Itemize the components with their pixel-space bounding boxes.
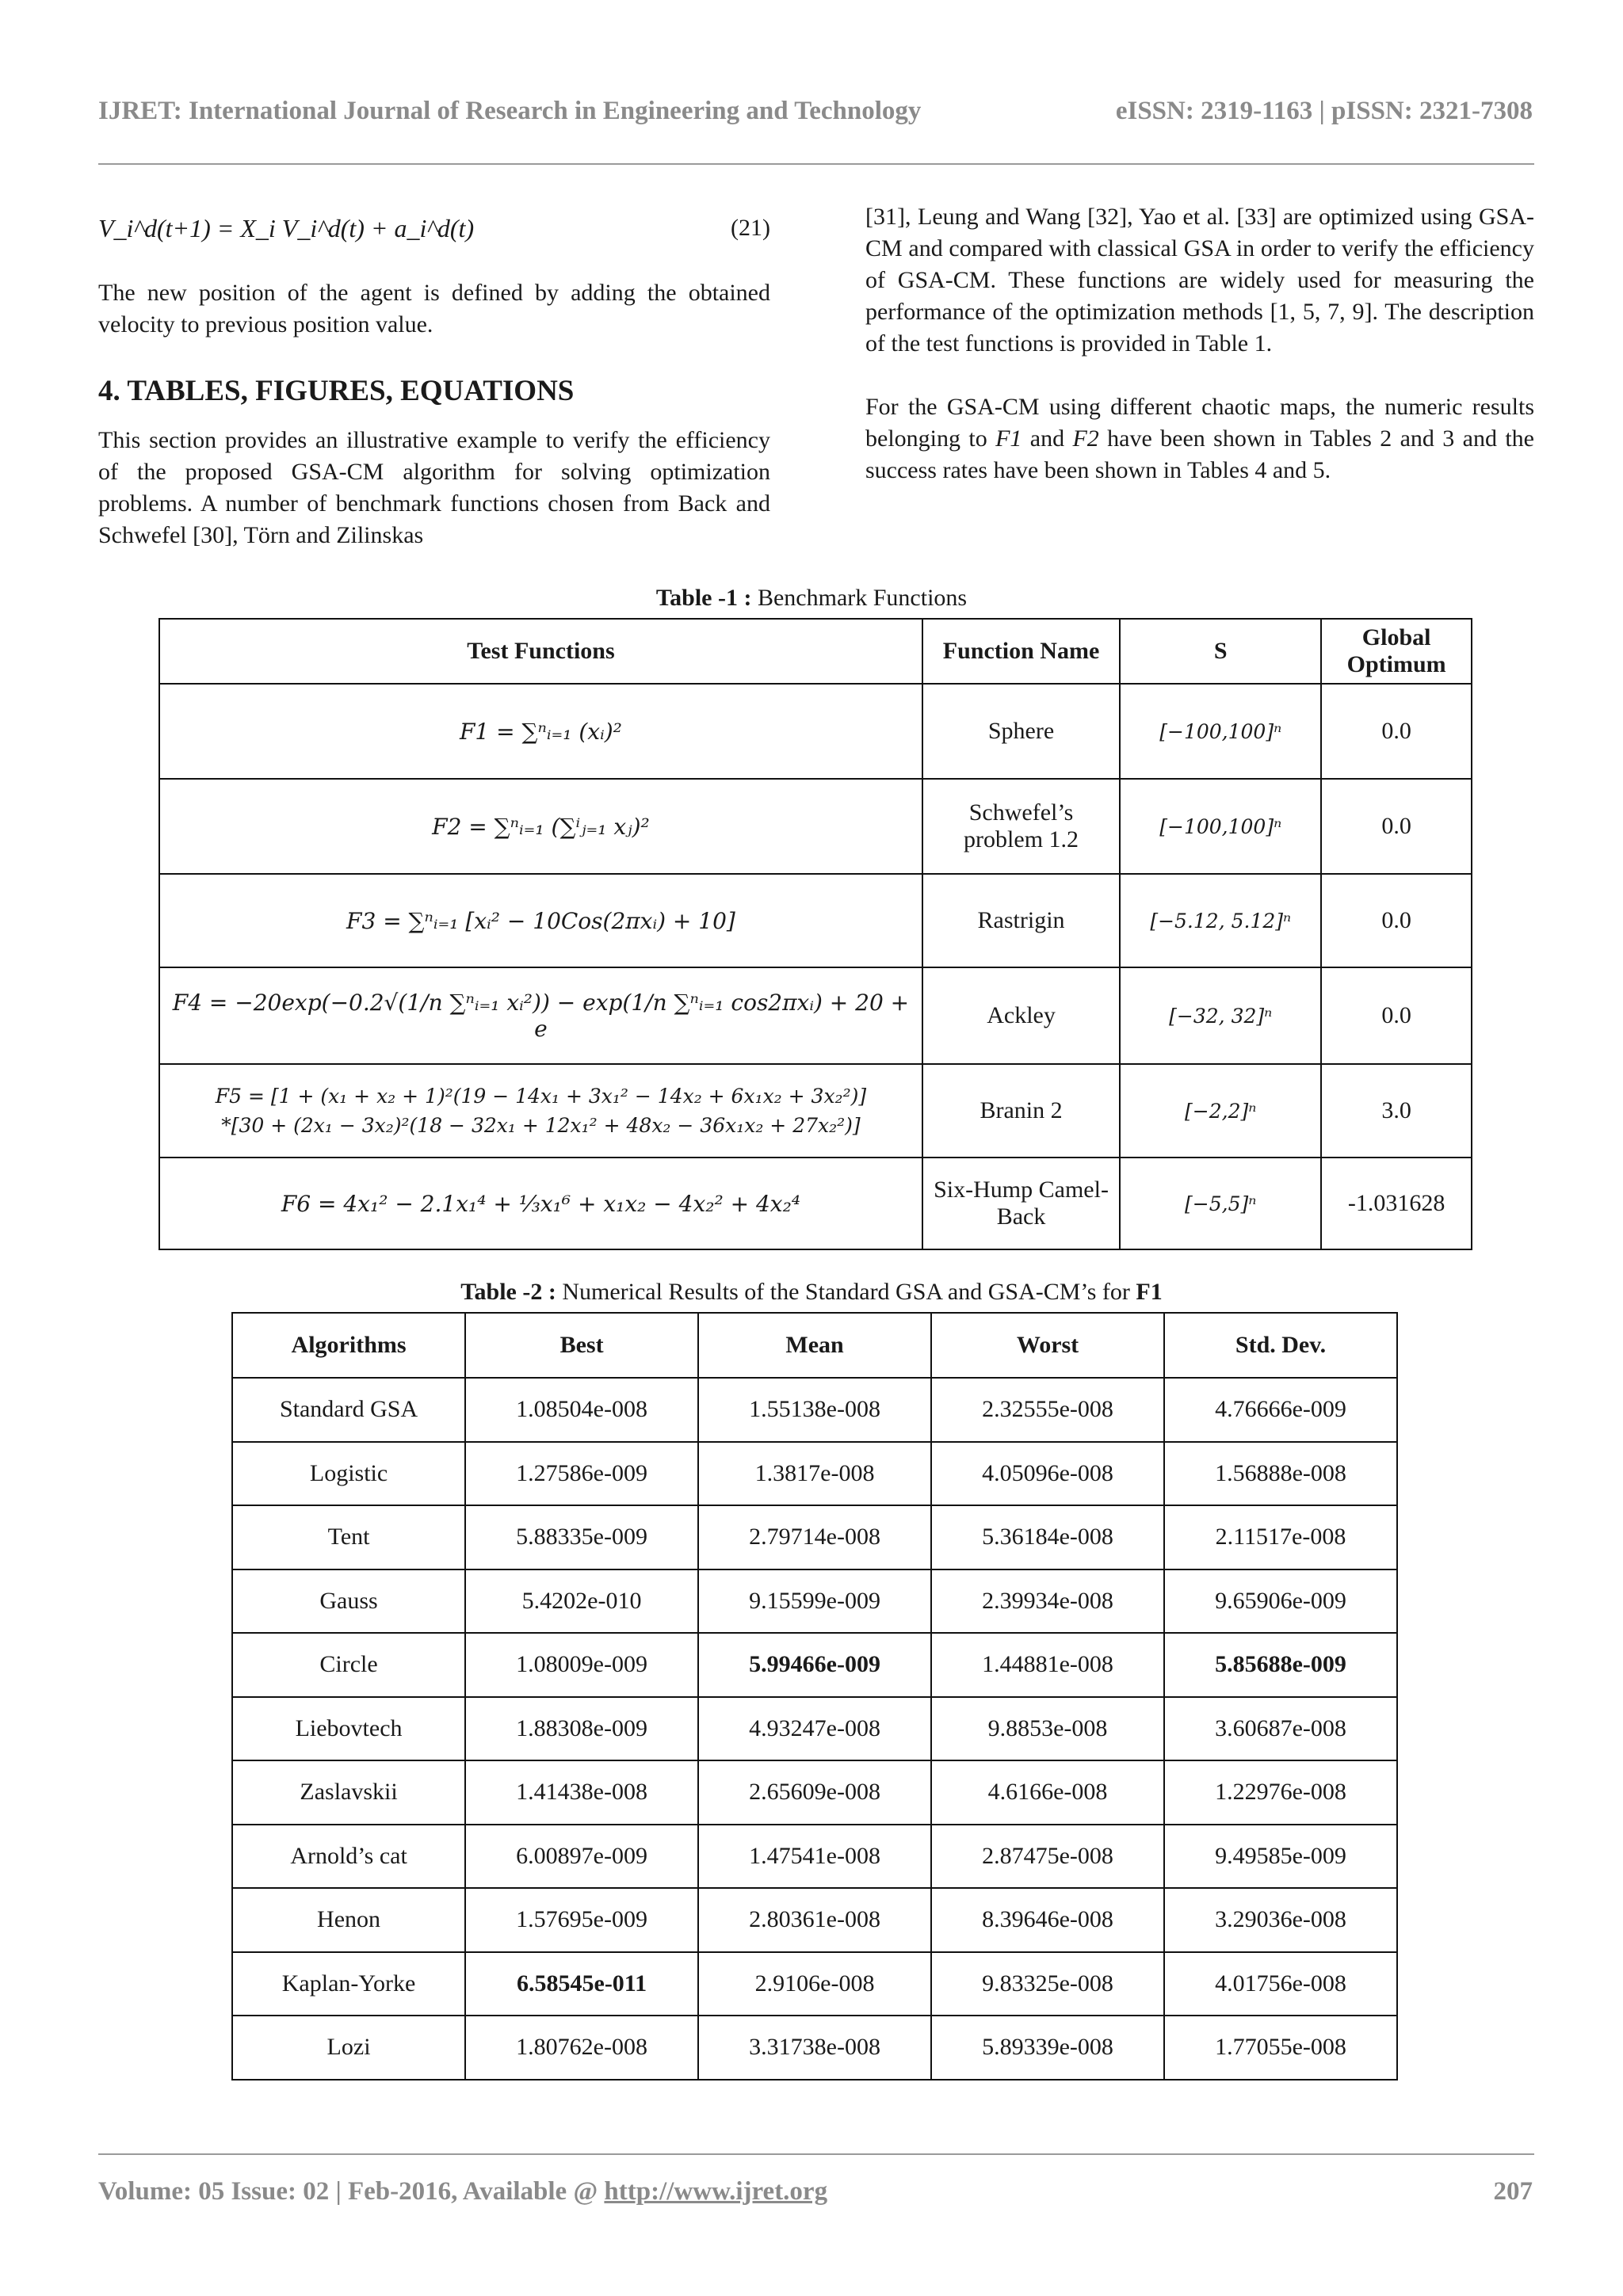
paragraph: [31], Leung and Wang [32], Yao et al. [33] are optimized using GSA-CM and compared with classical GSA in order to verify the efficiency of GSA-CM. These functions are widely used for measuring the performance of the optimization methods [1, 5, 7, 9]. The description of the test functions is provided in Table 1. xyxy=(865,204,1534,357)
table-row xyxy=(159,684,1472,779)
value-cell: 5.88335e-009 xyxy=(465,1505,698,1569)
table2-caption: Table -2 : Numerical Results of the Standard GSA and GSA-CM’s for F1 xyxy=(460,1279,1163,1305)
search-space-cell: [−5,5]ⁿ xyxy=(1120,1158,1321,1249)
algorithm-name-cell: Henon xyxy=(232,1888,465,1952)
optimum-cell: -1.031628 xyxy=(1321,1158,1472,1249)
page-number: 207 xyxy=(1493,2177,1533,2206)
value-cell: 2.39934e-008 xyxy=(931,1569,1164,1634)
page-footer xyxy=(98,2177,1533,2206)
equation-number: (21) xyxy=(731,215,770,241)
algorithm-name-cell: Arnold’s cat xyxy=(232,1825,465,1889)
value-cell: 2.79714e-008 xyxy=(698,1505,931,1569)
footer-volume: Volume: 05 Issue: 02 | Feb-2016, Available @ http://www.ijret.org xyxy=(98,2177,828,2206)
value-cell: 5.89339e-008 xyxy=(931,2016,1164,2080)
value-cell: 6.58545e-011 xyxy=(465,1952,698,2016)
optimum-cell: 0.0 xyxy=(1321,779,1472,874)
table-row xyxy=(232,1569,1397,1634)
value-cell: 3.31738e-008 xyxy=(698,2016,931,2080)
value-cell: 6.00897e-009 xyxy=(465,1825,698,1889)
algorithm-name-cell: Liebovtech xyxy=(232,1697,465,1761)
equation-21 xyxy=(98,204,770,252)
table-row xyxy=(232,1697,1397,1761)
paragraph: The new position of the agent is defined by adding the obtained velocity to previous position value. xyxy=(98,280,770,338)
value-cell: 1.3817e-008 xyxy=(698,1442,931,1506)
formula-cell: F4 = −20exp(−0.2√(1/n ∑ⁿᵢ₌₁ xᵢ²)) − exp(1/n ∑ⁿᵢ₌₁ cos2πxᵢ) + 20 + e xyxy=(159,967,922,1064)
value-cell: 4.6166e-008 xyxy=(931,1760,1164,1825)
website-link[interactable]: http://www.ijret.org xyxy=(604,2177,828,2206)
value-cell: 4.93247e-008 xyxy=(698,1697,931,1761)
value-cell: 1.27586e-009 xyxy=(465,1442,698,1506)
table-row xyxy=(159,1158,1472,1249)
value-cell: 1.41438e-008 xyxy=(465,1760,698,1825)
optimum-cell: 0.0 xyxy=(1321,967,1472,1064)
value-cell: 1.08504e-008 xyxy=(465,1378,698,1442)
optimum-cell: 0.0 xyxy=(1321,874,1472,967)
table-row xyxy=(159,874,1472,967)
algorithm-name-cell: Circle xyxy=(232,1633,465,1697)
table2-numerical-results xyxy=(231,1312,1398,2081)
search-space-cell: [−100,100]ⁿ xyxy=(1120,779,1321,874)
algorithm-name-cell: Tent xyxy=(232,1505,465,1569)
value-cell: 1.56888e-008 xyxy=(1164,1442,1397,1506)
algorithm-name-cell: Gauss xyxy=(232,1569,465,1634)
algorithm-name-cell: Standard GSA xyxy=(232,1378,465,1442)
value-cell: 1.80762e-008 xyxy=(465,2016,698,2080)
table-row xyxy=(232,1888,1397,1952)
value-cell: 4.01756e-008 xyxy=(1164,1952,1397,2016)
value-cell: 1.08009e-009 xyxy=(465,1633,698,1697)
function-name-cell: Branin 2 xyxy=(922,1064,1120,1158)
search-space-cell: [−5.12, 5.12]ⁿ xyxy=(1120,874,1321,967)
column-header: Best xyxy=(465,1313,698,1378)
table1-benchmark-functions xyxy=(158,618,1472,1250)
value-cell: 9.83325e-008 xyxy=(931,1952,1164,2016)
search-space-cell: [−100,100]ⁿ xyxy=(1120,684,1321,779)
table-row xyxy=(232,1825,1397,1889)
value-cell: 1.88308e-009 xyxy=(465,1697,698,1761)
value-cell: 2.9106e-008 xyxy=(698,1952,931,2016)
algorithm-name-cell: Zaslavskii xyxy=(232,1760,465,1825)
header-rule xyxy=(98,163,1534,165)
algorithm-name-cell: Lozi xyxy=(232,2016,465,2080)
paragraph: This section provides an illustrative example to verify the efficiency of the proposed GSA-CM algorithm for solving optimization problems. A number of benchmark functions chosen from Back and Schwefel [30], Törn and Zilinskas xyxy=(98,427,770,548)
function-name-cell: Schwefel’s problem 1.2 xyxy=(922,779,1120,874)
column-header: Mean xyxy=(698,1313,931,1378)
value-cell: 5.36184e-008 xyxy=(931,1505,1164,1569)
value-cell: 2.11517e-008 xyxy=(1164,1505,1397,1569)
column-header: Worst xyxy=(931,1313,1164,1378)
value-cell: 5.4202e-010 xyxy=(465,1569,698,1634)
journal-title: IJRET: International Journal of Research in Engineering and Technology xyxy=(98,97,922,125)
function-name-cell: Sphere xyxy=(922,684,1120,779)
table-row xyxy=(232,1952,1397,2016)
function-name-cell: Rastrigin xyxy=(922,874,1120,967)
formula-cell: F6 = 4x₁² − 2.1x₁⁴ + ⅓x₁⁶ + x₁x₂ − 4x₂² + 4x₂⁴ xyxy=(159,1158,922,1249)
right-column xyxy=(865,201,1534,486)
value-cell: 5.85688e-009 xyxy=(1164,1633,1397,1697)
equation-21-formula: V_i^d(t+1) = X_i V_i^d(t) + a_i^d(t) xyxy=(98,214,475,242)
left-column xyxy=(98,204,770,551)
table-row xyxy=(159,1064,1472,1158)
value-cell: 1.44881e-008 xyxy=(931,1633,1164,1697)
value-cell: 4.05096e-008 xyxy=(931,1442,1164,1506)
column-header: Algorithms xyxy=(232,1313,465,1378)
column-header: Test Functions xyxy=(159,619,922,684)
formula-cell: F2 = ∑ⁿᵢ₌₁ (∑ⁱⱼ₌₁ xⱼ)² xyxy=(159,779,922,874)
value-cell: 2.87475e-008 xyxy=(931,1825,1164,1889)
table-row xyxy=(232,1760,1397,1825)
value-cell: 1.57695e-009 xyxy=(465,1888,698,1952)
paragraph: For the GSA-CM using different chaotic maps, the numeric results belonging to F1 and F2 have been shown in Tables 2 and 3 and the success rates have been shown in Tables 4 and 5. xyxy=(865,394,1534,483)
search-space-cell: [−32, 32]ⁿ xyxy=(1120,967,1321,1064)
column-header: Std. Dev. xyxy=(1164,1313,1397,1378)
value-cell: 1.77055e-008 xyxy=(1164,2016,1397,2080)
table-row xyxy=(232,1378,1397,1442)
table-row xyxy=(159,967,1472,1064)
formula-cell: F3 = ∑ⁿᵢ₌₁ [xᵢ² − 10Cos(2πxᵢ) + 10] xyxy=(159,874,922,967)
value-cell: 2.80361e-008 xyxy=(698,1888,931,1952)
value-cell: 8.39646e-008 xyxy=(931,1888,1164,1952)
section-heading: 4. TABLES, FIGURES, EQUATIONS xyxy=(98,375,575,407)
page-header xyxy=(98,97,1533,126)
value-cell: 2.32555e-008 xyxy=(931,1378,1164,1442)
value-cell: 5.99466e-009 xyxy=(698,1633,931,1697)
table-header-row xyxy=(159,619,1472,684)
table1-caption: Table -1 : Benchmark Functions xyxy=(655,585,968,611)
value-cell: 2.65609e-008 xyxy=(698,1760,931,1825)
algorithm-name-cell: Kaplan-Yorke xyxy=(232,1952,465,2016)
function-name-cell: Six-Hump Camel-Back xyxy=(922,1158,1120,1249)
table-row xyxy=(159,779,1472,874)
value-cell: 4.76666e-009 xyxy=(1164,1378,1397,1442)
value-cell: 1.55138e-008 xyxy=(698,1378,931,1442)
value-cell: 9.15599e-009 xyxy=(698,1569,931,1634)
value-cell: 9.65906e-009 xyxy=(1164,1569,1397,1634)
issn: eISSN: 2319-1163 | pISSN: 2321-7308 xyxy=(1115,97,1533,125)
search-space-cell: [−2,2]ⁿ xyxy=(1120,1064,1321,1158)
algorithm-name-cell: Logistic xyxy=(232,1442,465,1506)
value-cell: 1.22976e-008 xyxy=(1164,1760,1397,1825)
table-header-row xyxy=(232,1313,1397,1378)
table-row xyxy=(232,2016,1397,2080)
value-cell: 9.49585e-009 xyxy=(1164,1825,1397,1889)
table-row xyxy=(232,1505,1397,1569)
table-row xyxy=(232,1442,1397,1506)
column-header: S xyxy=(1120,619,1321,684)
formula-cell: F1 = ∑ⁿᵢ₌₁ (xᵢ)² xyxy=(159,684,922,779)
value-cell: 9.8853e-008 xyxy=(931,1697,1164,1761)
value-cell: 1.47541e-008 xyxy=(698,1825,931,1889)
function-name-cell: Ackley xyxy=(922,967,1120,1064)
table-row xyxy=(232,1633,1397,1697)
value-cell: 3.29036e-008 xyxy=(1164,1888,1397,1952)
footer-rule xyxy=(98,2153,1534,2155)
formula-cell: F5 = [1 + (x₁ + x₂ + 1)²(19 − 14x₁ + 3x₁² − 14x₂ + 6x₁x₂ + 3x₂²)] *[30 + (2x₁ − 3x₂)²(18 − 32x₁ + 12x₁² + 48x₂ − 36x₁x₂ + 27x₂²)] xyxy=(159,1064,922,1158)
column-header: Global Optimum xyxy=(1321,619,1472,684)
optimum-cell: 0.0 xyxy=(1321,684,1472,779)
column-header: Function Name xyxy=(922,619,1120,684)
optimum-cell: 3.0 xyxy=(1321,1064,1472,1158)
value-cell: 3.60687e-008 xyxy=(1164,1697,1397,1761)
